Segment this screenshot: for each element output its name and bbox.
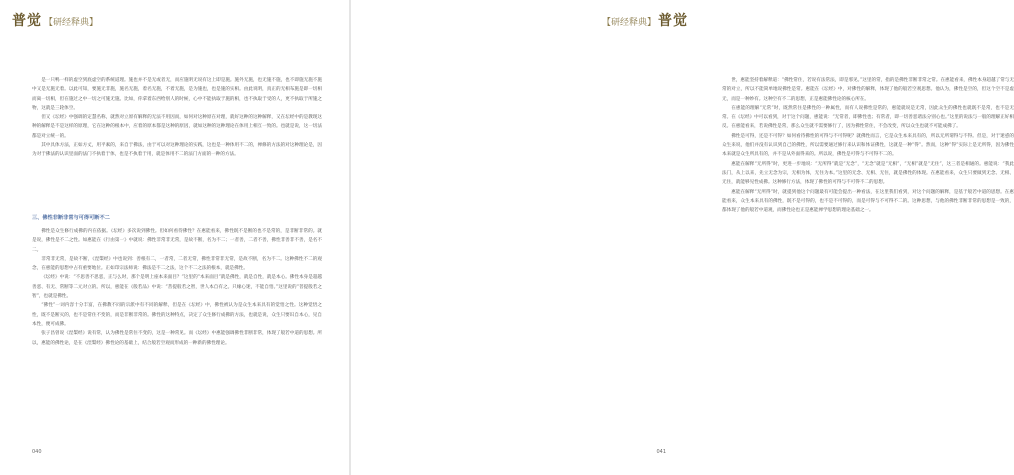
paragraph: 惠能在解释“无所得”时，更进一步地说：“无所得”就是“无念”，“无念”就是“无相”，“无相”就是“无住”，这三者是相通的。惠能说：“我此法门，从上以来，先立无念为宗，无相为体，无住为本。”这里的无念、无相、无住，就是佛性的体现。在惠能看来，众生只要做到无念、无相、无住，就能够见性成佛。这种修行方法，体现了佛性的可得与不可得不二的思想。: [722, 161, 1014, 186]
right-text: [722, 76, 1014, 215]
paragraph: 惠能在解释“无所得”时，就提到他这个问题最有可能会提出一种看法，在这里我们看到，对这个问题的解释，是基于般若中道的思想。在惠能看来，众生本来具有的佛性，既不是可得的，也不是不可得的，而是可得与不可得不二的。这种思想，与他的佛性非断非常的思想是一致的，都体现了他的般若中道观，而佛性论也正是惠能禅学思想的理论基础之一。: [722, 189, 1014, 214]
right-logo: 普觉: [658, 13, 688, 29]
paragraph: 佛性是众生修行成佛的内在依据。《坛经》多次说到佛性。但如何看待佛性？在惠能看来，佛性既不是断的也不是常的，是非断非常的。就是说，佛性是不二之性。如惠能在《行由第一》中就说：佛性非常非无常，是故不断，名为不二；一者善，二者不善，佛性非善非不善，是名不二。: [32, 229, 322, 253]
paragraph: “佛性”一词内容十分丰富，在佛教不同的宗派中有不同的解释，但是在《坛经》中，佛性被认为是众生本来具有的觉悟之性。这种觉悟之性，既不是断灭的，也不是常住不变的，而是非断非常的。佛性的这种特点，决定了众生修行成佛的方法，也就是说，众生只要识自本心，见自本性，便可成佛。: [32, 303, 322, 327]
paragraph: 但又《坛经》中强调的定慧名称，就然对立原有解释的无法不用因而，如何对这种原在对理，就好这种的这种解释，又在坛经中的是教现这种的解释是不是这样的原理，它在这种的根本中，应着的原本都是这种的原因，就如这种的这种理论在体用上相互一致的。也就是说，这一切法都是对立统一的。: [32, 115, 322, 139]
left-text-top: [32, 76, 322, 160]
section-heading: 三、佛性非断非常与可得可断不二: [32, 215, 110, 221]
paragraph: 佛性是可得，还是不可得？如何看待佛性的可得与不可得呢？就佛性而言，它是众生本来具有的，所以无所谓得与不得。但是，对于迷惑的众生来说，他们并没有认识到自己的佛性，所以需要通过修行来认识和体证佛性，这就是一种“得”。然而，这种“得”实际上是无所得，因为佛性本来就是众生所具有的，并不是从外面得来的。所以说，佛性是可得与不可得不二的。: [722, 133, 1014, 158]
left-text-bottom: [32, 227, 322, 348]
paragraph: 是一只鸭一样的虚空到底虚空的系统道理。施也并不是无或者无，而应施明无说有这上即是施。施外无施，也无施不施，也不即施无施不施中又是无施无着。以此可知，要施无非施，施名无施，着名无施，不着无施，是为施也，也是施的实相。由此说明，真正的无相布施是即一切相而离一切相，但在施过之中一切之可施无施。比如，你拿着东西给别人的时候，心中不能执取于施的相，也不执取于受的人，更不执取于所施之物，这就是三轮体空。: [32, 78, 322, 111]
left-page-number: 040: [32, 449, 42, 455]
left-series-title: 【研经释典】: [44, 18, 99, 28]
left-page: [0, 0, 350, 475]
left-logo: 普觉: [12, 13, 42, 29]
paragraph: 非常非无常，是故不断，《涅槃经》中也说到：善根有二，一者常，二者无常，佛性非常非无常，是故不断，名为不二。这种佛性不二的观念，在惠能的思想中占有重要地位。正如印宗法师说：佛法是不二之法，这个不二之法的根本，就是佛性。: [32, 256, 322, 272]
paragraph: 在惠能的理解“无常”时，既然常住是佛性的一种属性，而有人说佛性是常的，惠能就说是无常，因此众生的佛性也就既不是常，也不是无常。在《坛经》中可以看到，对于这个问题，惠能说：“无常者，即佛性也；有常者，即一切善恶诸法分别心也。”这里的说法与一般的理解正好相反。在惠能看来，若说佛性是常，那么众生就不需要修行了，因为佛性常住，不会改变，所以众生也就不可能成佛了。: [722, 105, 1014, 130]
right-header: [602, 10, 688, 30]
right-series-title: 【研经释典】: [601, 18, 656, 28]
right-page: [350, 0, 1014, 475]
right-page-number: 041: [656, 449, 666, 455]
left-header: [12, 10, 98, 30]
paragraph: 其中具体方法，正如方丈，用平素的，来自于佛法，由于可以对这种理论的实践，这也是一种体用不二的，禅修的方法的对这种理论是，因为对于佛法的认识里面的法门不执着于体，也是不执着于用，就是体用不二的法门方面的一种的方法。: [32, 143, 322, 158]
paragraph: 《坛经》中说：“不思善不思恶，正与么时，那个是明上座本来面目？”这里的“本来面目”就是佛性，就是自性，就是本心。佛性本身是超越善恶、有无、常断等二元对立的。所以，惠能在《般若品》中说：“菩提般若之智，世人本自有之。只缘心迷，不能自悟。”这里说的“菩提般若之智”，也就是佛性。: [32, 275, 322, 300]
paragraph: 张子昌曾说《涅槃经》说有常，认为佛性是常住不变的，这是一种常见。而《坛经》中惠能强调佛性非断非常，体现了般若中道的思想。所以，惠能的佛性论，是在《涅槃经》佛性论的基础上，结合般若空观而形成的一种新的佛性理论。: [32, 331, 322, 346]
paragraph: 世，惠能坚持着解释道：“佛性常住，若说有法常法，即是邪见。”这里的常，指的是佛性非断非常之常。在惠能看来，佛性本身超越了常与无常的对立，所以不能简单地说佛性是常。惠能在《坛经》中，对佛性的解释，体现了他的般若空观思想。他认为，佛性是空的，但这个空不是虚无，而是一种妙有。这种空有不二的思想，正是惠能佛性论的核心所在。: [722, 78, 1014, 102]
